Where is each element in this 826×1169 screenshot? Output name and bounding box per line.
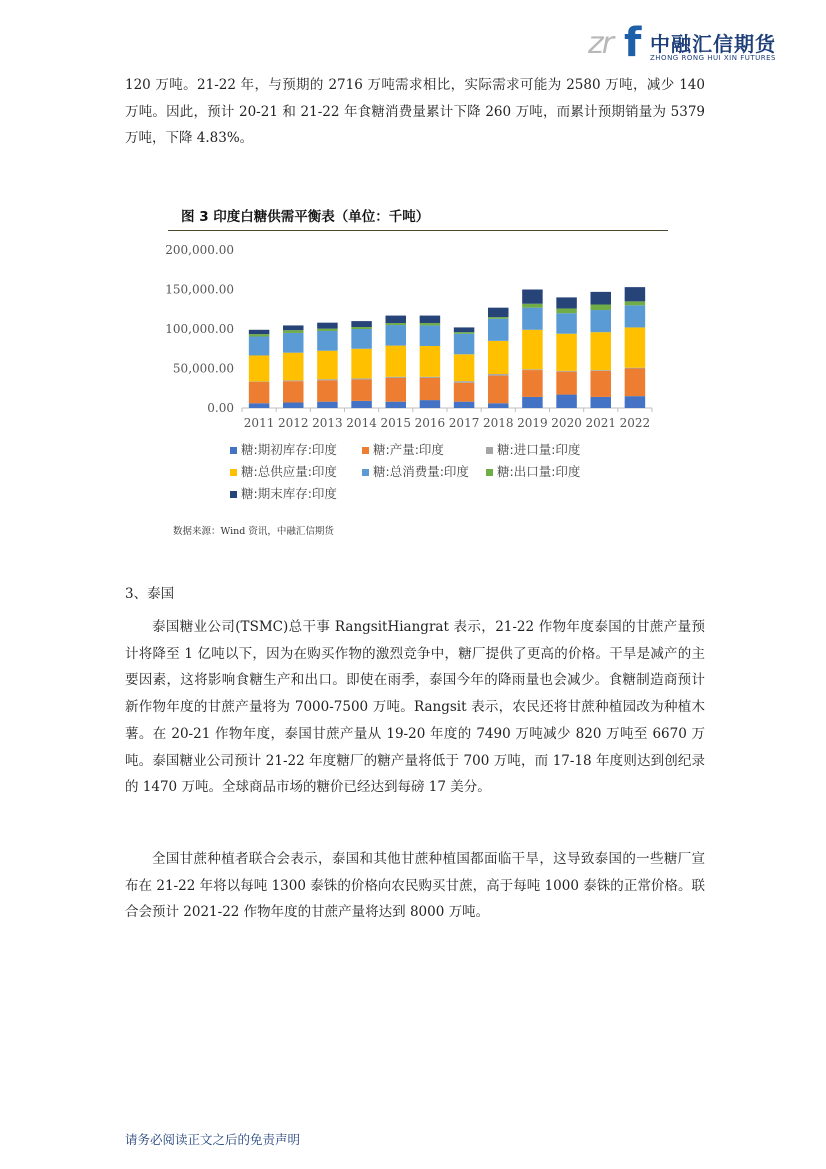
bar-segment-2021-4 — [591, 310, 612, 332]
section-heading-thailand: 3、泰国 — [125, 586, 175, 602]
bar-segment-2011-1 — [249, 382, 270, 403]
legend-swatch — [230, 469, 237, 476]
bar-segment-2019-2 — [522, 369, 543, 370]
legend-item — [486, 462, 580, 480]
bar-segment-2013-1 — [317, 380, 338, 401]
legend-swatch — [486, 447, 493, 454]
logo-mark-f: f — [624, 20, 642, 66]
bar-segment-2021-6 — [591, 292, 612, 305]
x-tick-label: 2014 — [346, 416, 377, 430]
y-tick-label: 0.00 — [207, 401, 234, 415]
bar-segment-2012-3 — [283, 353, 304, 381]
legend-swatch — [230, 491, 237, 498]
bar-segment-2019-1 — [522, 370, 543, 397]
thailand-paragraph-1: 泰国糖业公司(TSMC)总干事 RangsitHiangrat 表示，21-22 作物年度泰国的甘蔗产量预计将降至 1 亿吨以下，因为在购买作物的激烈竞争中，糖厂提供了更高的价格。干旱是减产的主要因素，这将影响食糖生产和出口。即使在雨季，泰国今年的降雨量也会减少。食糖制造商预计新作物年度的甘蔗产量将为 7000-7500 万吨。Rangsit 表示，农民还将甘蔗种植园改为种植木薯。在 20-21 作物年度，泰国甘蔗产量从 19-20 年度的 7490 万吨减少 820 万吨至 6670 万吨。泰国糖业公司预计 21-22 年度糖厂的糖产量将低于 700 万吨，而 17-18 年度则达到创纪录的 1470 万吨。全球商品市场的糖价已经达到每磅 17 美分。 — [125, 619, 705, 796]
bar-segment-2012-2 — [283, 380, 304, 381]
bar-segment-2015-0 — [386, 402, 407, 408]
bar-segment-2015-6 — [386, 316, 407, 324]
legend-item — [230, 462, 337, 480]
bar-segment-2017-3 — [454, 354, 475, 381]
bar-segment-2019-0 — [522, 397, 543, 408]
bar-segment-2020-0 — [556, 395, 577, 408]
bar-segment-2014-5 — [351, 327, 372, 329]
bar-segment-2021-1 — [591, 371, 612, 397]
bar-segment-2019-4 — [522, 308, 543, 330]
bar-segment-2014-2 — [351, 378, 372, 379]
bar-segment-2011-4 — [249, 337, 270, 356]
bar-segment-2017-4 — [454, 334, 475, 355]
bar-segment-2014-1 — [351, 380, 372, 401]
bar-segment-2020-1 — [556, 372, 577, 395]
bar-segment-2015-2 — [386, 377, 407, 378]
bar-segment-2017-0 — [454, 402, 475, 408]
legend-swatch — [230, 447, 237, 454]
bar-segment-2013-3 — [317, 351, 338, 379]
bar-segment-2018-6 — [488, 308, 509, 317]
legend-item — [362, 462, 469, 480]
bar-segment-2021-2 — [591, 370, 612, 371]
legend-swatch — [362, 447, 369, 454]
bar-segment-2012-6 — [283, 325, 304, 330]
bar-segment-2012-1 — [283, 381, 304, 402]
legend-label: 糖:出口量:印度 — [497, 464, 581, 479]
bar-segment-2013-2 — [317, 379, 338, 380]
bar-segment-2022-2 — [625, 368, 646, 369]
bar-segment-2019-5 — [522, 304, 543, 308]
x-tick-label: 2016 — [414, 416, 446, 430]
x-tick-label: 2021 — [585, 416, 617, 430]
x-tick-label: 2012 — [277, 416, 309, 430]
legend-label: 糖:总供应量:印度 — [241, 464, 337, 479]
y-tick-label: 150,000.00 — [165, 282, 234, 297]
bar-segment-2016-3 — [420, 346, 441, 377]
bar-segment-2022-5 — [625, 301, 646, 305]
bar-segment-2019-3 — [522, 330, 543, 370]
bar-segment-2016-0 — [420, 400, 441, 408]
bar-segment-2011-0 — [249, 403, 270, 408]
bar-segment-2022-3 — [625, 327, 646, 367]
bar-segment-2020-3 — [556, 334, 577, 371]
bar-segment-2022-0 — [625, 396, 646, 408]
bar-segment-2013-0 — [317, 402, 338, 408]
bar-segment-2014-3 — [351, 349, 372, 379]
bar-segment-2020-6 — [556, 297, 577, 308]
y-tick-label: 50,000.00 — [172, 361, 234, 376]
bar-segment-2012-0 — [283, 402, 304, 408]
bar-segment-2022-1 — [625, 369, 646, 397]
bar-segment-2016-4 — [420, 325, 441, 346]
bar-segment-2012-5 — [283, 330, 304, 333]
x-tick-label: 2015 — [380, 416, 412, 430]
company-logo — [588, 22, 778, 66]
legend-item — [486, 440, 580, 458]
bar-segment-2020-5 — [556, 308, 577, 313]
figure-title-rule — [168, 230, 668, 231]
legend-label: 糖:期末库存:印度 — [241, 486, 337, 501]
x-tick-label: 2017 — [448, 416, 480, 430]
logo-company-name-en: ZHONG RONG HUI XIN FUTURES — [650, 54, 776, 62]
bar-segment-2021-5 — [591, 305, 612, 311]
legend-label: 糖:产量:印度 — [373, 442, 444, 457]
bar-segment-2018-5 — [488, 317, 509, 319]
bar-segment-2013-5 — [317, 329, 338, 331]
x-tick-label: 2013 — [312, 416, 343, 430]
logo-company-name: 中融汇信期货 — [650, 32, 776, 56]
bar-segment-2018-4 — [488, 319, 509, 341]
x-tick-label: 2022 — [619, 416, 651, 430]
bar-segment-2019-6 — [522, 290, 543, 304]
bar-segment-2014-4 — [351, 329, 372, 349]
bar-segment-2016-2 — [420, 377, 441, 378]
bar-segment-2016-6 — [420, 316, 441, 324]
bar-segment-2015-1 — [386, 378, 407, 402]
bar-segment-2017-1 — [454, 383, 475, 402]
x-tick-label: 2020 — [551, 416, 582, 430]
bar-segment-2018-2 — [488, 374, 509, 376]
bar-segment-2015-3 — [386, 346, 407, 377]
bar-segment-2017-6 — [454, 327, 475, 332]
bar-segment-2015-4 — [386, 325, 407, 346]
bar-segment-2018-0 — [488, 403, 509, 408]
legend-swatch — [362, 469, 369, 476]
bar-segment-2018-1 — [488, 376, 509, 404]
x-tick-label: 2018 — [482, 416, 514, 430]
legend-label: 糖:期初库存:印度 — [241, 442, 337, 457]
figure-title: 图 3 印度白糖供需平衡表（单位：千吨） — [181, 209, 430, 225]
y-tick-label: 200,000.00 — [165, 243, 234, 257]
x-tick-label: 2011 — [243, 416, 275, 430]
thailand-paragraph-2: 全国甘蔗种植者联合会表示，泰国和其他甘蔗种植国都面临干旱，这导致泰国的一些糖厂宣布在 21-22 年将以每吨 1300 泰铢的价格向农民购买甘蔗，高于每吨 1000 泰铢的正常价格。联合会预计 2021-22 作物年度的甘蔗产量将达到 8000 万吨。 — [125, 851, 705, 921]
legend-item — [230, 484, 337, 502]
bar-segment-2017-5 — [454, 332, 475, 334]
legend-item — [362, 440, 444, 458]
figure-source: 数据来源：Wind 资讯，中融汇信期货 — [173, 526, 334, 537]
bar-segment-2016-5 — [420, 323, 441, 325]
bar-segment-2018-3 — [488, 341, 509, 374]
intro-paragraph: 120 万吨。21-22 年，与预期的 2716 万吨需求相比，实际需求可能为 2580 万吨，减少 140 万吨。因此，预计 20-21 和 21-22 年食糖消费量累计下降 260 万吨，而累计预期销量为 5379 万吨，下降 4.83%。 — [125, 77, 705, 147]
bar-segment-2014-0 — [351, 401, 372, 408]
bar-segment-2017-2 — [454, 381, 475, 383]
bar-segment-2020-2 — [556, 371, 577, 372]
legend-label: 糖:总消费量:印度 — [373, 464, 469, 479]
bar-segment-2021-3 — [591, 332, 612, 370]
logo-mark-zr: zr — [588, 26, 613, 61]
bar-segment-2011-5 — [249, 334, 270, 336]
legend-swatch — [486, 469, 493, 476]
bar-segment-2022-6 — [625, 287, 646, 301]
bar-segment-2012-4 — [283, 333, 304, 353]
bar-segment-2011-6 — [249, 330, 270, 334]
bar-segment-2013-4 — [317, 331, 338, 351]
legend-label: 糖:进口量:印度 — [497, 442, 581, 457]
legend-item — [230, 440, 337, 458]
bar-segment-2020-4 — [556, 313, 577, 334]
bar-segment-2021-0 — [591, 397, 612, 408]
bar-segment-2022-4 — [625, 305, 646, 327]
footer-disclaimer: 请务必阅读正文之后的免责声明 — [125, 1132, 301, 1147]
bar-segment-2011-3 — [249, 355, 270, 381]
bar-segment-2016-1 — [420, 378, 441, 400]
x-tick-label: 2019 — [517, 416, 548, 430]
bar-segment-2015-5 — [386, 323, 407, 325]
y-tick-label: 100,000.00 — [165, 322, 234, 336]
bar-segment-2014-6 — [351, 321, 372, 327]
bar-segment-2013-6 — [317, 323, 338, 329]
